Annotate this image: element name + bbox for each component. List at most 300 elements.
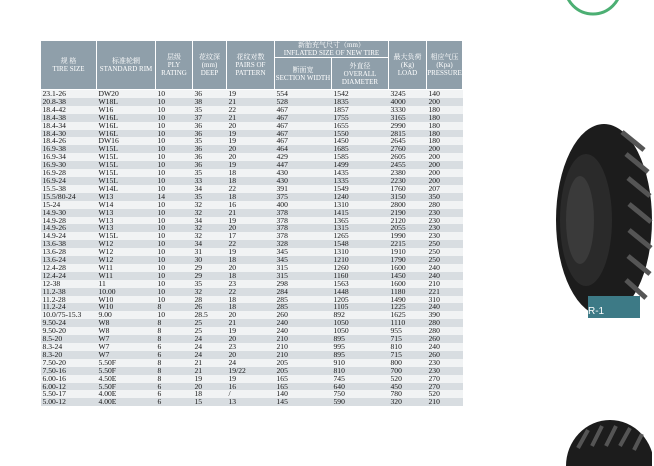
table-row: [41, 311, 463, 319]
cell-pairs: 24: [227, 359, 275, 367]
cell-rim: W15L: [97, 145, 156, 153]
cell-size: 12.4-24: [41, 272, 97, 280]
cell-load: 2605: [389, 153, 427, 161]
cell-rim: W16: [97, 106, 156, 114]
cell-ply: 10: [156, 161, 193, 169]
cell-load: 1910: [389, 248, 427, 256]
cell-ply: 10: [156, 106, 193, 114]
cell-diameter: 1448: [332, 288, 389, 296]
cell-rim: W7: [97, 335, 156, 343]
cell-rim: W11: [97, 272, 156, 280]
cell-pressure: 200: [427, 145, 463, 153]
cell-deep: 34: [193, 185, 227, 193]
table-row: [41, 272, 463, 280]
cell-diameter: 1415: [332, 209, 389, 217]
cell-ply: 10: [156, 296, 193, 304]
cell-pairs: 20: [227, 311, 275, 319]
cell-load: 2645: [389, 137, 427, 145]
cell-diameter: 995: [332, 343, 389, 351]
cell-size: 14.9-26: [41, 224, 97, 232]
cell-ply: 10: [156, 232, 193, 240]
cell-diameter: 1335: [332, 177, 389, 185]
cell-rim: 9.00: [97, 311, 156, 319]
cell-pressure: 350: [427, 193, 463, 201]
cell-width: 298: [275, 280, 332, 288]
cell-pressure: 230: [427, 232, 463, 240]
cell-pairs: 20: [227, 335, 275, 343]
cell-ply: 10: [156, 153, 193, 161]
cell-load: 2120: [389, 217, 427, 225]
cell-size: 12.4-28: [41, 264, 97, 272]
table-body: [41, 90, 463, 407]
cell-ply: 6: [156, 351, 193, 359]
cell-ply: 10: [156, 248, 193, 256]
cell-ply: 8: [156, 375, 193, 383]
cell-pressure: 210: [427, 280, 463, 288]
cell-width: 345: [275, 256, 332, 264]
cell-pressure: 280: [427, 327, 463, 335]
cell-width: 205: [275, 359, 332, 367]
cell-pairs: 23: [227, 280, 275, 288]
cell-deep: 32: [193, 288, 227, 296]
cell-load: 800: [389, 359, 427, 367]
green-logo-arc: [563, 0, 623, 20]
cell-pressure: 240: [427, 303, 463, 311]
cell-diameter: 895: [332, 335, 389, 343]
header-inflated-size: 新胎充气尺寸（mm） INFLATED SIZE OF NEW TIRE: [275, 41, 389, 58]
cell-deep: 36: [193, 161, 227, 169]
cell-load: 1625: [389, 311, 427, 319]
cell-ply: 10: [156, 185, 193, 193]
table-row: [41, 390, 463, 398]
cell-ply: 8: [156, 359, 193, 367]
cell-diameter: 895: [332, 351, 389, 359]
table-row: [41, 201, 463, 209]
cell-width: 210: [275, 351, 332, 359]
cell-size: 5.50-17: [41, 390, 97, 398]
header-standard-rim: 标准轮辋 STANDARD RIM: [97, 41, 156, 90]
cell-width: 378: [275, 232, 332, 240]
cell-pairs: 19/22: [227, 367, 275, 375]
cell-width: 140: [275, 390, 332, 398]
cell-width: 315: [275, 272, 332, 280]
cell-deep: 36: [193, 122, 227, 130]
cell-rim: 5.50F: [97, 359, 156, 367]
cell-deep: 36: [193, 145, 227, 153]
cell-load: 4000: [389, 98, 427, 106]
table-row: [41, 185, 463, 193]
cell-pressure: 210: [427, 398, 463, 406]
cell-diameter: 1315: [332, 224, 389, 232]
cell-ply: 10: [156, 209, 193, 217]
cell-width: 447: [275, 161, 332, 169]
table-row: [41, 240, 463, 248]
cell-deep: 32: [193, 201, 227, 209]
cell-diameter: 750: [332, 390, 389, 398]
cell-pressure: 240: [427, 272, 463, 280]
cell-pairs: 22: [227, 240, 275, 248]
cell-deep: 35: [193, 193, 227, 201]
cell-rim: DW20: [97, 90, 156, 98]
cell-pressure: 200: [427, 153, 463, 161]
cell-diameter: 1835: [332, 98, 389, 106]
cell-diameter: 1435: [332, 169, 389, 177]
cell-diameter: 1542: [332, 90, 389, 98]
cell-pairs: 19: [227, 217, 275, 225]
cell-deep: 20: [193, 383, 227, 391]
cell-diameter: 1549: [332, 185, 389, 193]
table-row: [41, 351, 463, 359]
cell-size: 7.50-20: [41, 359, 97, 367]
cell-size: 11.2-24: [41, 303, 97, 311]
cell-rim: 4.00E: [97, 398, 156, 406]
table-row: [41, 335, 463, 343]
cell-diameter: 1310: [332, 248, 389, 256]
cell-deep: 15: [193, 398, 227, 406]
cell-deep: 31: [193, 248, 227, 256]
cell-pressure: 230: [427, 224, 463, 232]
cell-diameter: 1450: [332, 137, 389, 145]
cell-load: 700: [389, 367, 427, 375]
cell-ply: 6: [156, 398, 193, 406]
cell-load: 2815: [389, 130, 427, 138]
cell-deep: 35: [193, 137, 227, 145]
second-tire-image: [548, 418, 652, 466]
cell-pairs: 21: [227, 209, 275, 217]
cell-diameter: 892: [332, 311, 389, 319]
cell-rim: W13: [97, 224, 156, 232]
cell-ply: 10: [156, 240, 193, 248]
cell-pairs: 16: [227, 383, 275, 391]
cell-rim: W15L: [97, 177, 156, 185]
cell-pairs: 20: [227, 224, 275, 232]
cell-size: 16.9-38: [41, 145, 97, 153]
cell-deep: 28.5: [193, 311, 227, 319]
cell-load: 1180: [389, 288, 427, 296]
cell-ply: 10: [156, 137, 193, 145]
cell-ply: 10: [156, 169, 193, 177]
cell-load: 1490: [389, 296, 427, 304]
cell-deep: 32: [193, 209, 227, 217]
cell-load: 2800: [389, 201, 427, 209]
cell-ply: 10: [156, 311, 193, 319]
header-pairs-of-pattern: 花纹对数 PAIRS OF PATTERN: [227, 41, 275, 90]
cell-width: 240: [275, 327, 332, 335]
cell-pairs: 22: [227, 106, 275, 114]
cell-pressure: 250: [427, 248, 463, 256]
cell-load: 2190: [389, 209, 427, 217]
cell-width: 391: [275, 185, 332, 193]
cell-diameter: 1050: [332, 327, 389, 335]
cell-load: 810: [389, 343, 427, 351]
cell-pairs: 23: [227, 343, 275, 351]
cell-pressure: 180: [427, 130, 463, 138]
cell-load: 2230: [389, 177, 427, 185]
cell-pressure: 230: [427, 359, 463, 367]
table-row: [41, 153, 463, 161]
cell-pressure: 180: [427, 114, 463, 122]
table-row: [41, 161, 463, 169]
cell-ply: 10: [156, 177, 193, 185]
cell-pressure: 140: [427, 90, 463, 98]
cell-rim: W13: [97, 193, 156, 201]
cell-diameter: 1310: [332, 201, 389, 209]
cell-deep: 24: [193, 351, 227, 359]
cell-deep: 35: [193, 106, 227, 114]
cell-diameter: 745: [332, 375, 389, 383]
cell-rim: W15L: [97, 161, 156, 169]
cell-rim: 4.50E: [97, 375, 156, 383]
cell-pressure: 240: [427, 264, 463, 272]
cell-width: 430: [275, 177, 332, 185]
table-row: [41, 232, 463, 240]
cell-ply: 6: [156, 383, 193, 391]
cell-ply: 10: [156, 288, 193, 296]
header-load: 最大负荷 (Kg) LOAD: [389, 41, 427, 90]
cell-ply: 10: [156, 256, 193, 264]
cell-size: 20.8-38: [41, 98, 97, 106]
cell-size: 16.9-28: [41, 169, 97, 177]
cell-ply: 8: [156, 319, 193, 327]
cell-size: 8.3-20: [41, 351, 97, 359]
cell-pairs: 16: [227, 201, 275, 209]
cell-rim: W16L: [97, 114, 156, 122]
header-section-width: 断面宽 SECTION WIDTH: [275, 58, 332, 90]
cell-load: 715: [389, 351, 427, 359]
table-row: [41, 177, 463, 185]
cell-rim: W10: [97, 296, 156, 304]
cell-rim: W13: [97, 217, 156, 225]
r1-tire-image: [544, 120, 654, 320]
cell-diameter: 1685: [332, 145, 389, 153]
cell-size: 6.00-16: [41, 375, 97, 383]
cell-size: 14.9-30: [41, 209, 97, 217]
cell-diameter: 1563: [332, 280, 389, 288]
cell-size: 13.6-24: [41, 256, 97, 264]
cell-size: 11.2-28: [41, 296, 97, 304]
cell-diameter: 810: [332, 367, 389, 375]
cell-rim: 5.50F: [97, 367, 156, 375]
cell-width: 467: [275, 130, 332, 138]
cell-rim: W15L: [97, 169, 156, 177]
table-row: [41, 217, 463, 225]
cell-pressure: 270: [427, 383, 463, 391]
cell-pressure: 250: [427, 256, 463, 264]
table-row: [41, 288, 463, 296]
cell-size: 18.4-30: [41, 130, 97, 138]
table-row: [41, 209, 463, 217]
cell-width: 467: [275, 122, 332, 130]
cell-pairs: 13: [227, 398, 275, 406]
cell-size: 18.4-34: [41, 122, 97, 130]
table-row: [41, 193, 463, 201]
cell-width: 429: [275, 153, 332, 161]
table-row: [41, 296, 463, 304]
cell-width: 467: [275, 137, 332, 145]
cell-ply: 10: [156, 145, 193, 153]
cell-deep: 28: [193, 296, 227, 304]
cell-ply: 8: [156, 335, 193, 343]
cell-size: 9.50-24: [41, 319, 97, 327]
cell-pressure: 230: [427, 217, 463, 225]
cell-size: 15.5/80-24: [41, 193, 97, 201]
header-overall-diameter: 外直径 OVERALL DIAMETER: [332, 58, 389, 90]
header-ply-rating: 层级 PLY RATING: [156, 41, 193, 90]
cell-load: 1450: [389, 272, 427, 280]
table-row: [41, 145, 463, 153]
cell-load: 520: [389, 375, 427, 383]
cell-pairs: 21: [227, 319, 275, 327]
table-row: [41, 383, 463, 391]
cell-pressure: 200: [427, 161, 463, 169]
cell-size: 15-24: [41, 201, 97, 209]
cell-size: 13.6-38: [41, 240, 97, 248]
cell-size: 18.4-38: [41, 114, 97, 122]
cell-ply: 10: [156, 201, 193, 209]
cell-pressure: 280: [427, 201, 463, 209]
table-row: [41, 256, 463, 264]
cell-size: 11.2-38: [41, 288, 97, 296]
table-row: [41, 327, 463, 335]
cell-size: 6.00-12: [41, 383, 97, 391]
cell-load: 1110: [389, 319, 427, 327]
cell-width: 345: [275, 248, 332, 256]
cell-ply: 10: [156, 224, 193, 232]
cell-load: 3165: [389, 114, 427, 122]
cell-load: 2215: [389, 240, 427, 248]
cell-size: 14.9-28: [41, 217, 97, 225]
cell-pressure: 270: [427, 375, 463, 383]
cell-rim: W14: [97, 201, 156, 209]
table-row: [41, 137, 463, 145]
cell-diameter: 1240: [332, 193, 389, 201]
cell-diameter: 590: [332, 398, 389, 406]
cell-load: 1225: [389, 303, 427, 311]
cell-deep: 36: [193, 90, 227, 98]
cell-size: 15.5-38: [41, 185, 97, 193]
cell-rim: 4.00E: [97, 390, 156, 398]
table-row: [41, 114, 463, 122]
cell-pressure: 207: [427, 185, 463, 193]
cell-diameter: 1265: [332, 232, 389, 240]
cell-deep: 32: [193, 232, 227, 240]
cell-ply: 10: [156, 114, 193, 122]
cell-size: 16.9-30: [41, 161, 97, 169]
cell-pairs: 19: [227, 248, 275, 256]
cell-ply: 10: [156, 122, 193, 130]
cell-pairs: 21: [227, 114, 275, 122]
cell-width: 528: [275, 98, 332, 106]
cell-rim: W15L: [97, 232, 156, 240]
cell-pairs: 20: [227, 145, 275, 153]
cell-load: 1760: [389, 185, 427, 193]
cell-load: 1790: [389, 256, 427, 264]
cell-ply: 10: [156, 280, 193, 288]
cell-width: 165: [275, 383, 332, 391]
cell-diameter: 1205: [332, 296, 389, 304]
cell-ply: 8: [156, 303, 193, 311]
cell-pairs: /: [227, 390, 275, 398]
cell-diameter: 1160: [332, 272, 389, 280]
table-row: [41, 264, 463, 272]
cell-pairs: 19: [227, 137, 275, 145]
cell-width: 375: [275, 193, 332, 201]
cell-pressure: 230: [427, 209, 463, 217]
cell-deep: 19: [193, 375, 227, 383]
cell-pressure: 310: [427, 296, 463, 304]
cell-diameter: 1260: [332, 264, 389, 272]
cell-size: 7.50-16: [41, 367, 97, 375]
cell-size: 10.0/75-15.3: [41, 311, 97, 319]
table-row: [41, 248, 463, 256]
cell-pairs: 18: [227, 177, 275, 185]
cell-width: 464: [275, 145, 332, 153]
cell-width: 554: [275, 90, 332, 98]
cell-width: 165: [275, 375, 332, 383]
cell-pressure: 390: [427, 311, 463, 319]
cell-size: 18.4-42: [41, 106, 97, 114]
cell-width: 205: [275, 367, 332, 375]
cell-deep: 36: [193, 153, 227, 161]
cell-width: 328: [275, 240, 332, 248]
cell-deep: 18: [193, 390, 227, 398]
table-row: [41, 367, 463, 375]
cell-deep: 24: [193, 335, 227, 343]
cell-load: 2055: [389, 224, 427, 232]
cell-load: 2380: [389, 169, 427, 177]
cell-rim: W16L: [97, 130, 156, 138]
table-row: [41, 280, 463, 288]
cell-load: 320: [389, 398, 427, 406]
cell-load: 1600: [389, 280, 427, 288]
cell-ply: 10: [156, 130, 193, 138]
cell-deep: 25: [193, 327, 227, 335]
cell-deep: 26: [193, 303, 227, 311]
cell-rim: W8: [97, 327, 156, 335]
cell-pairs: 19: [227, 161, 275, 169]
cell-deep: 24: [193, 343, 227, 351]
cell-width: 210: [275, 335, 332, 343]
cell-ply: 8: [156, 367, 193, 375]
cell-width: 260: [275, 311, 332, 319]
cell-rim: W15L: [97, 153, 156, 161]
header-deep: 花纹深 (mm) DEEP: [193, 41, 227, 90]
cell-width: 467: [275, 114, 332, 122]
cell-pressure: 200: [427, 177, 463, 185]
cell-pairs: 18: [227, 272, 275, 280]
cell-load: 1600: [389, 264, 427, 272]
cell-width: 467: [275, 106, 332, 114]
cell-pairs: 20: [227, 264, 275, 272]
cell-width: 240: [275, 319, 332, 327]
cell-size: 8.5-20: [41, 335, 97, 343]
cell-pressure: 520: [427, 390, 463, 398]
cell-pairs: 18: [227, 303, 275, 311]
cell-load: 3245: [389, 90, 427, 98]
cell-deep: 32: [193, 224, 227, 232]
cell-pairs: 17: [227, 232, 275, 240]
cell-deep: 30: [193, 256, 227, 264]
cell-rim: W10: [97, 303, 156, 311]
cell-pairs: 22: [227, 185, 275, 193]
cell-width: 210: [275, 343, 332, 351]
cell-width: 284: [275, 288, 332, 296]
cell-rim: W11: [97, 264, 156, 272]
cell-rim: W13: [97, 209, 156, 217]
cell-diameter: 1550: [332, 130, 389, 138]
cell-size: 18.4-26: [41, 137, 97, 145]
table-row: [41, 303, 463, 311]
